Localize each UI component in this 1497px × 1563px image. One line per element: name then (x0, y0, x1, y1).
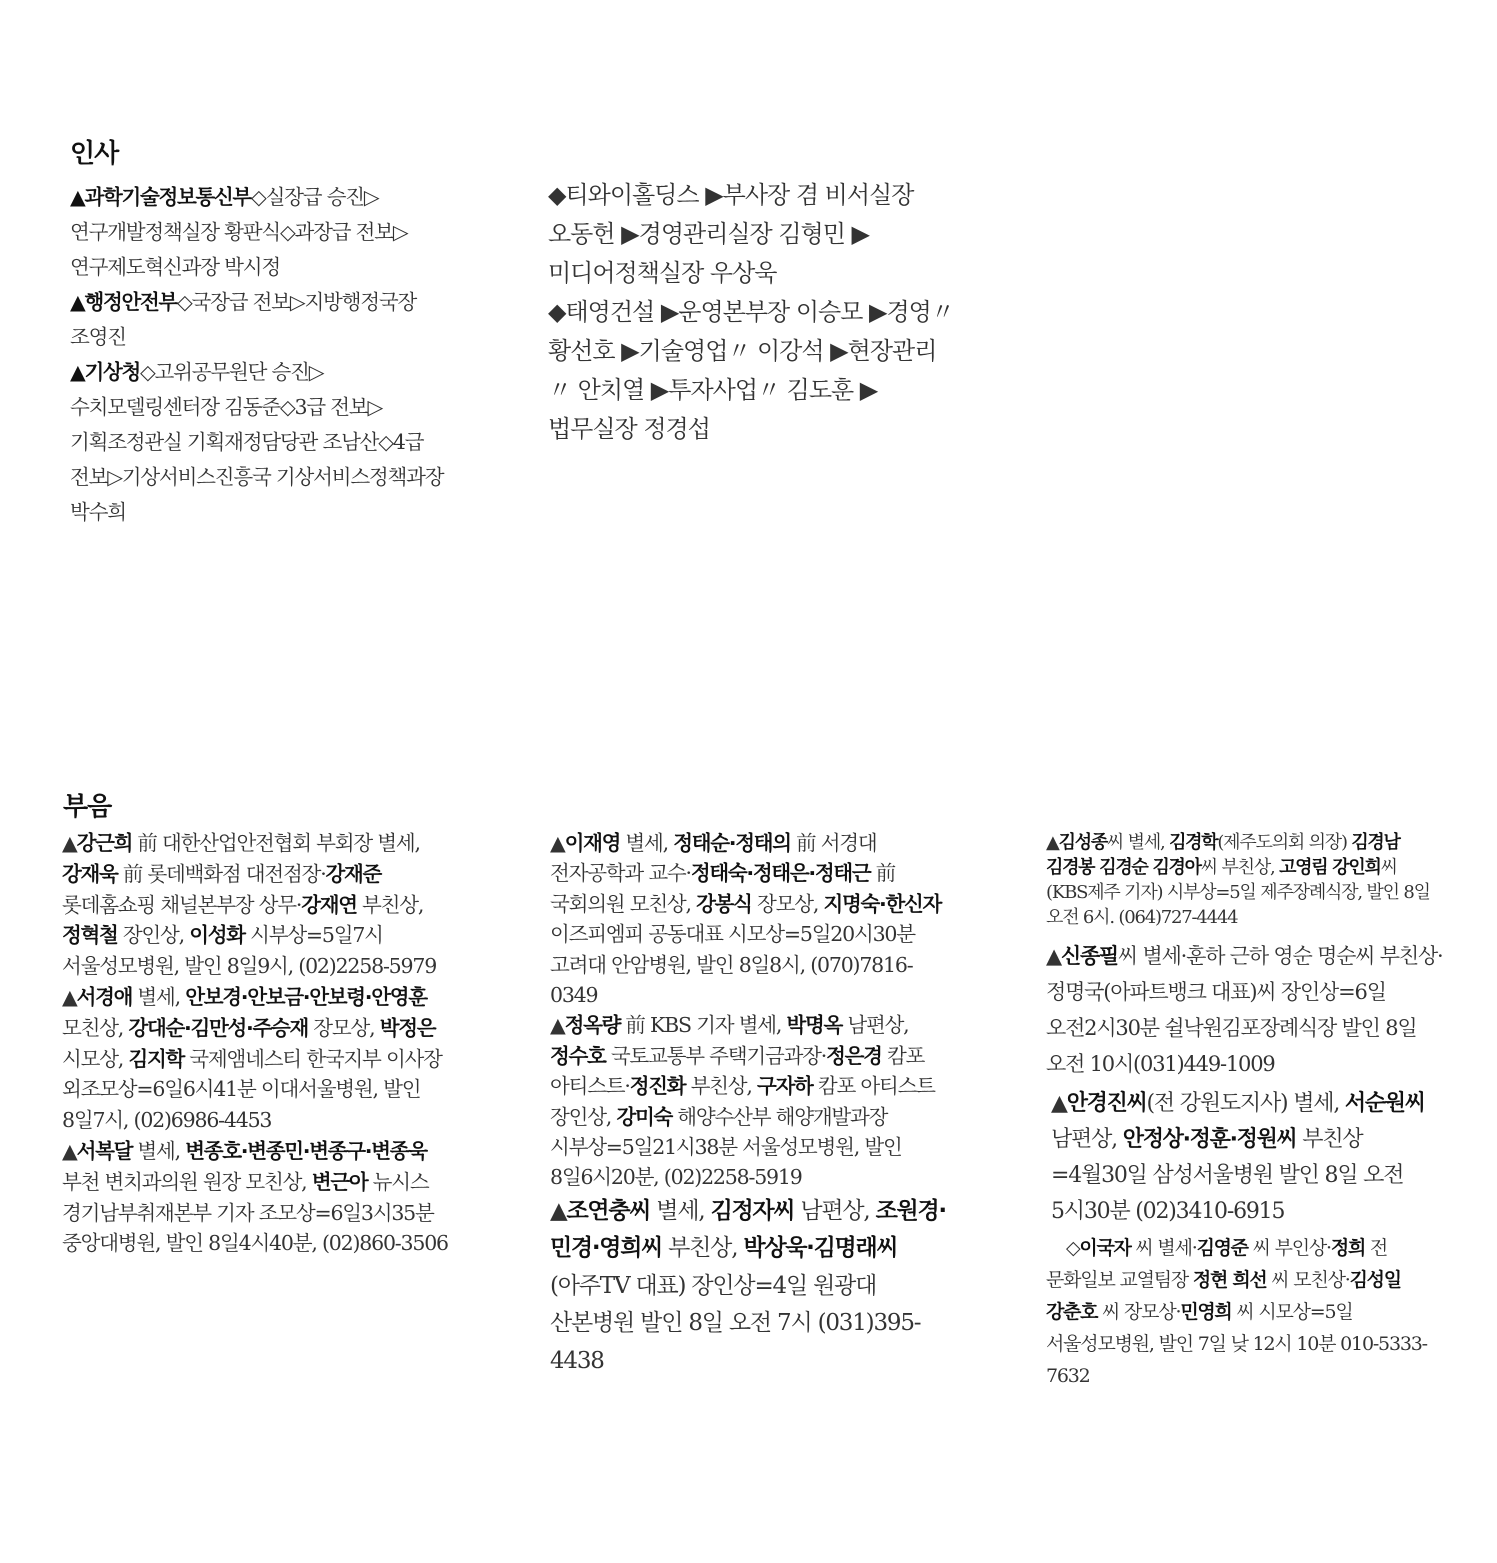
personnel-org: ▲기상청 (70, 360, 140, 384)
obituary-entry: ▲김성종씨 별세, 김경학(제주도의회 의장) 김경남 김경봉 김경순 김경아씨 부친상, 고영림 강인희씨(KBS제주 기자) 시부상=5일 제주장례식장, 발인 8일 오전 6시. (064)727-4444 (1046, 832, 1430, 928)
personnel-entry (70, 180, 460, 285)
personnel-right-column (548, 176, 958, 449)
personnel-text: ◇국장급 전보▷지방행정국장 조영진 (70, 290, 417, 349)
obituary-column-1 (62, 828, 462, 1259)
obituary-entry: ▲강근희 前 대한산업안전협회 부회장 별세, 강재욱 前 롯데백화점 대전점장·강재준 롯데홈쇼핑 채널본부장 상무·강재연 부친상, 정혁철 장인상, 이성화 시부상=5일7시 서울성모병원, 발인 8일9시, (02)2258-5979 (62, 831, 437, 979)
obituary-column-3 (1046, 830, 1451, 1392)
obituary-entry: ▲신종필씨 별세·훈하 근하 영순 명순씨 부친상·정명국(아파트뱅크 대표)씨 장인상=6일 오전2시30분 쉴낙원김포장례식장 발인 8일 오전 10시(031)449-1009 (1046, 944, 1443, 1076)
obituary-column-2 (550, 828, 948, 1380)
personnel-org: ▲행정안전부 (70, 290, 177, 314)
obituary-entry: ▲이재영 별세, 정태순·정태의 前 서경대 전자공학과 교수·정태숙·정태은·정태근 前 국회의원 모친상, 강봉식 장모상, 지명숙·한신자 이즈피엠피 공동대표 시모상=5일20시30분 고려대 안암병원, 발인 8일8시, (070)7816-0349 (550, 831, 941, 1008)
personnel-org: ▲과학기술정보통신부 (70, 185, 251, 209)
personnel-text: ◇실장급 승진▷연구개발정책실장 황판식◇과장급 전보▷연구제도혁신과장 박시정 (70, 185, 408, 279)
personnel-entry: ◆티와이홀딩스 ▶부사장 겸 비서실장 오동헌 ▶경영관리실장 김형민 ▶미디어정책실장 우상욱 (548, 181, 914, 287)
obituary-entry: ▲서경애 별세, 안보경·안보금·안보령·안영훈 모친상, 강대순·김만성·주승재 장모상, 박정은 시모상, 김지학 국제앰네스티 한국지부 이사장 외조모상=6일6시41분 이대서울병원, 발인 8일7시, (02)6986-4453 (62, 984, 442, 1133)
obituary-entry: ▲안경진씨(전 강원도지사) 별세, 서순원씨 남편상, 안정상·정훈·정원씨 부친상=4월30일 삼성서울병원 발인 8일 오전 5시30분 (02)3410-6915 (1051, 1091, 1425, 1224)
obituary-entry: ▲조연충씨 별세, 김정자씨 남편상, 조원경·민경·영희씨 부친상, 박상욱·김명래씨(아주TV 대표) 장인상=4일 원광대 산본병원 발인 8일 오전 7시 (031)395-4438 (550, 1197, 946, 1374)
personnel-left-column (70, 180, 460, 530)
personnel-heading: 인사 (70, 139, 119, 169)
obituary-heading: 부음 (63, 792, 112, 822)
personnel-entry (70, 285, 460, 355)
personnel-text: ◇고위공무원단 승진▷수치모델링센터장 김동준◇3급 전보▷기획조정관실 기획재정담당관 조남산◇4급 전보▷기상서비스진흥국 기상서비스정책과장 박수희 (70, 360, 444, 524)
obituary-entry: ◇이국자 씨 별세·김영준 씨 부인상·정희 전 문화일보 교열팀장 정현 희선 씨 모친상·김성일 강춘호 씨 장모상·민영희 씨 시모상=5일 서울성모병원, 발인 7일 낮 12시 10분 010-5333-7632 (1046, 1237, 1427, 1387)
personnel-entry (70, 355, 460, 530)
obituary-entry: ▲정옥량 前 KBS 기자 별세, 박명옥 남편상, 정수호 국토교통부 주택기금과장·정은경 캄포 아티스트·정진화 부친상, 구자하 캄포 아티스트 장인상, 강미숙 해양수산부 해양개발과장 시부상=5일21시38분 서울성모병원, 발인 8일6시20분, (02)2258-5919 (550, 1013, 935, 1190)
personnel-entry: ◆태영건설 ▶운영본부장 이승모 ▶경영〃 황선호 ▶기술영업〃 이강석 ▶현장관리〃 안치열 ▶투자사업〃 김도훈 ▶법무실장 정경섭 (548, 298, 954, 443)
obituary-entry: ▲서복달 별세, 변종호·변종민·변종구·변종욱 부천 변치과의원 원장 모친상, 변근아 뉴시스 경기남부취재본부 기자 조모상=6일3시35분 중앙대병원, 발인 8일4시40분, (02)860-3506 (62, 1138, 448, 1256)
